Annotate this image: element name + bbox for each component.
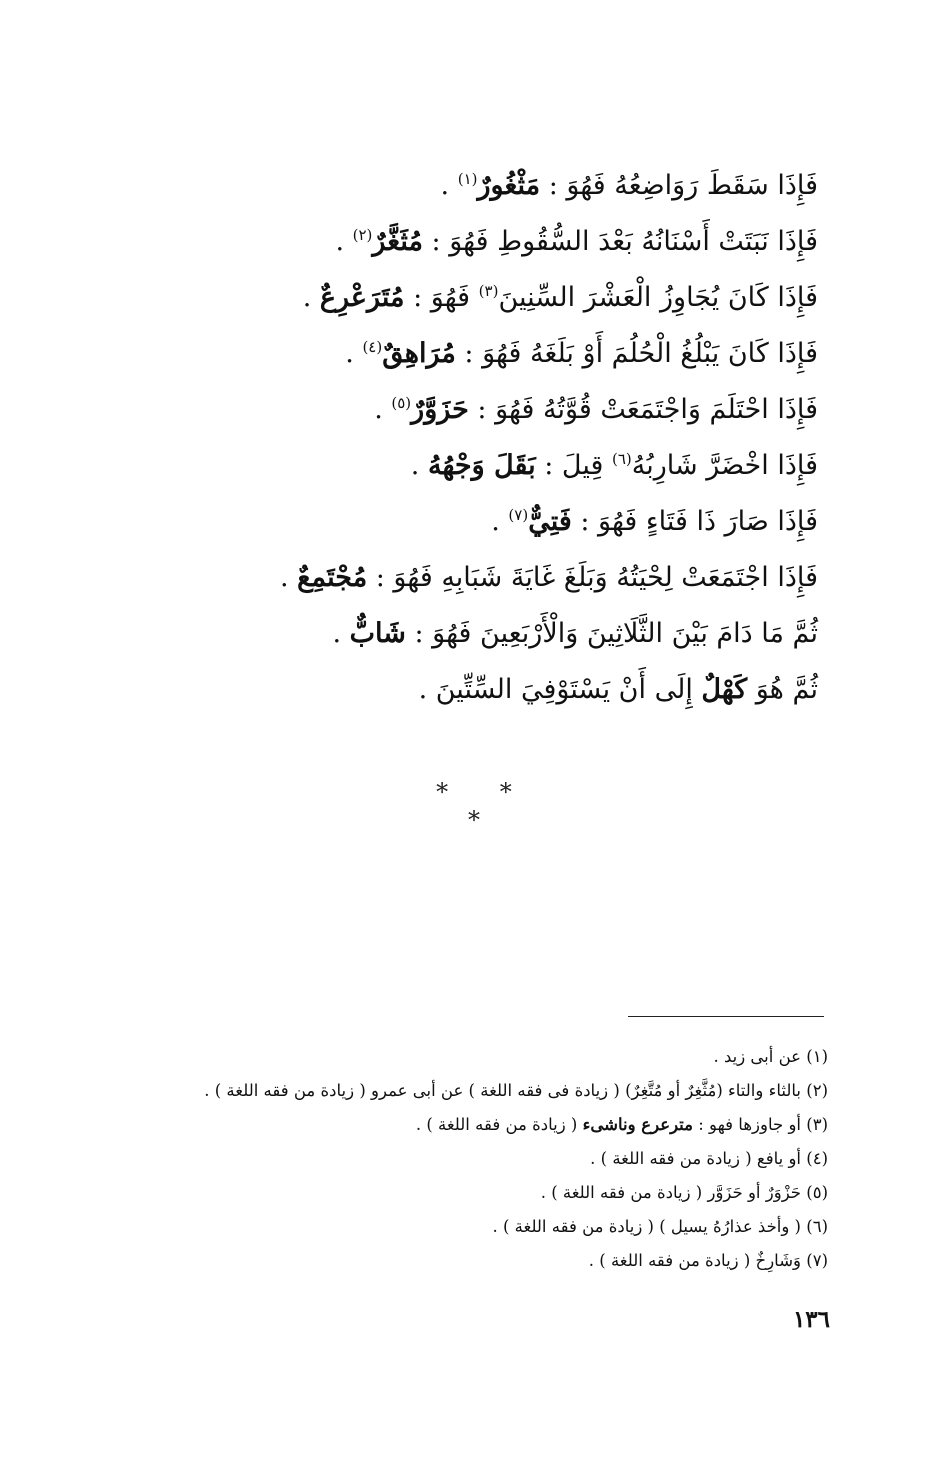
footnote: (٦) ( وأخذ عذارُهُ يسيل ) ( زيادة من فقه اللغة ) . <box>492 1217 828 1236</box>
footnotes-block <box>128 1040 828 1278</box>
text-line: ثُمَّ مَا دَامَ بَيْنَ الثَّلَاثِينَ وَالْأَرْبَعِينَ فَهُوَ : شَابٌّ . <box>332 618 818 649</box>
footnote: (٢) بالثاء والتاء (مُثَّغِرٌ أو مُتَّغِرٌ) ( زيادة فى فقه اللغة ) عن أبى عمرو ( زيادة من فقه اللغة ) . <box>204 1081 828 1100</box>
text-line: فَإِذَا احْتَلَمَ وَاجْتَمَعَتْ قُوَّتُهُ فَهُوَ : حَزَوَّرٌ$^{(٥)}$ . <box>374 394 818 425</box>
text-line: فَإِذَا اخْضَرَّ شَارِبُهُ$^{(٦)}$ قِيلَ : بَقَلَ وَجْهُهُ . <box>410 450 818 481</box>
footnote: (٤) أو يافع ( زيادة من فقه اللغة ) . <box>590 1149 828 1168</box>
footnote: (١) عن أبى زيد . <box>713 1047 828 1066</box>
text-line: فَإِذَا اجْتَمَعَتْ لِحْيَتُهُ وَبَلَغَ غَايَةَ شَبَابِهِ فَهُوَ : مُجْتَمِعٌ . <box>279 562 818 593</box>
text-line: فَإِذَا صَارَ ذَا فَتَاءٍ فَهُوَ : فَتِيٌّ$^{(٧)}$ . <box>491 506 818 537</box>
footnote-divider <box>628 1016 824 1017</box>
text-line: فَإِذَا نَبَتَتْ أَسْنَانُهُ بَعْدَ السُّقُوطِ فَهُوَ : مُثَغَّرٌ$^{(٢)}$ . <box>335 226 818 257</box>
section-separator: * * * <box>436 778 534 834</box>
footnote: (٣) أو جاوزها فهو : مترعرع وناشىء ( زيادة من فقه اللغة ) . <box>415 1115 828 1134</box>
page-number: ١٣٦ <box>792 1306 830 1333</box>
footnote: (٥) حَزْوَرٌ أو حَزَوَّر ( زيادة من فقه اللغة ) . <box>540 1183 828 1202</box>
text-line: فَإِذَا كَانَ يُجَاوِزُ الْعَشْرَ السِّنِينَ$^{(٣)}$ فَهُوَ : مُتَرَعْرِعٌ . <box>302 282 818 313</box>
text-line: فَإِذَا سَقَطَ رَوَاضِعُهُ فَهُوَ : مَثْغُورٌ$^{(١)}$ . <box>440 170 818 201</box>
text-line: ثُمَّ هُوَ كَهْلٌ إِلَى أَنْ يَسْتَوْفِيَ السِّتِّينَ . <box>418 674 818 705</box>
footnote: (٧) وَشَارِخٌ ( زيادة من فقه اللغة ) . <box>588 1251 828 1270</box>
main-text-block <box>118 158 818 718</box>
text-line: فَإِذَا كَانَ يَبْلُغُ الْحُلُمَ أَوْ بَلَغَهُ فَهُوَ : مُرَاهِقٌ$^{(٤)}$ . <box>345 338 818 369</box>
